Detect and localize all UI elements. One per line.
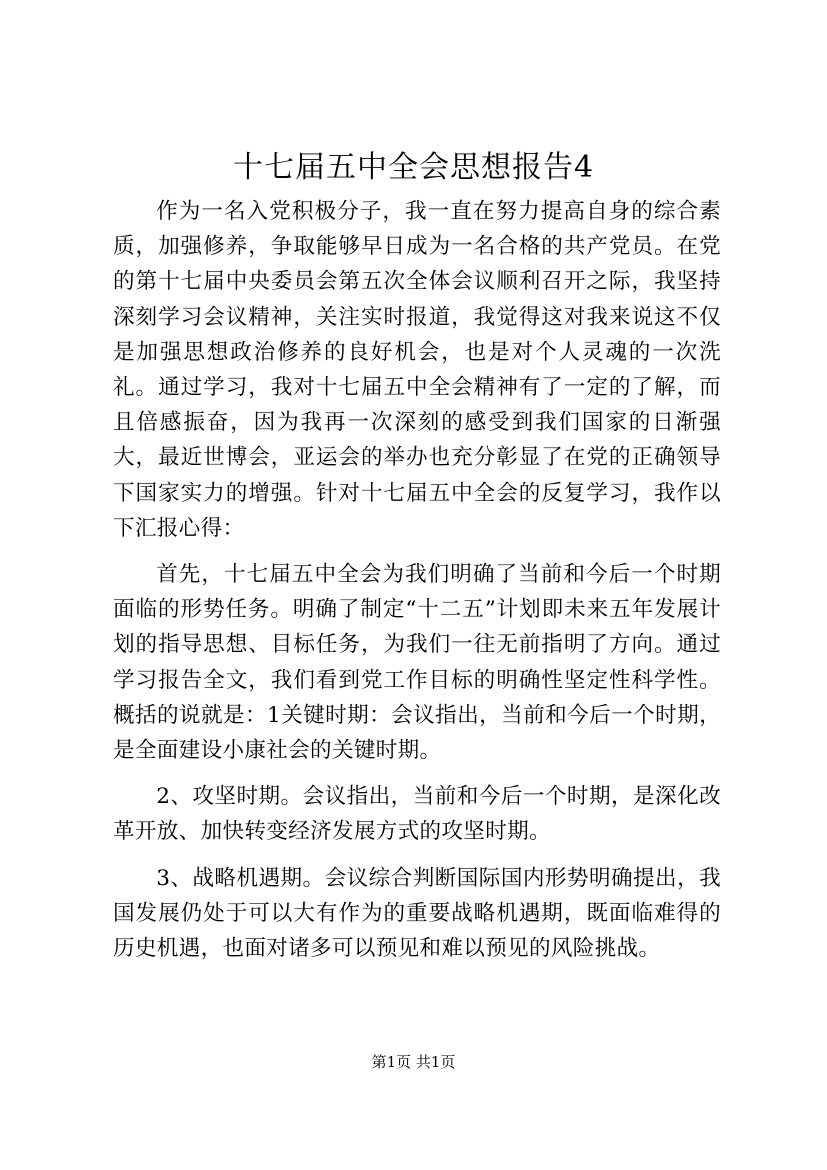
document-body	[113, 194, 721, 977]
paragraph: 3、战略机遇期。会议综合判断国际国内形势明确提出，我国发展仍处于可以大有作为的重要战略机遇期，既面临难得的历史机遇，也面对诸多可以预见和难以预见的风险挑战。	[113, 865, 721, 962]
paragraph: 首先，十七届五中全会为我们明确了当前和今后一个时期面临的形势任务。明确了制定“十二五”计划即未来五年发展计划的指导思想、目标任务，为我们一往无前指明了方向。通过学习报告全文，我们看到党工作目标的明确性坚定性科学性。概括的说就是：1关键时期：会议指出，当前和今后一个时期，是全面建设小康社会的关键时期。	[113, 562, 721, 764]
paragraph: 作为一名入党积极分子，我一直在努力提高自身的综合素质，加强修养，争取能够早日成为一名合格的共产党员。在党的第十七届中央委员会第五次全体会议顺利召开之际，我坚持深刻学习会议精神，关注实时报道，我觉得这对我来说这不仅是加强思想政治修养的良好机会，也是对个人灵魂的一次洗礼。通过学习，我对十七届五中全会精神有了一定的了解，而且倍感振奋，因为我再一次深刻的感受到我们国家的日渐强大，最近世博会，亚运会的举办也充分彰显了在党的正确领导下国家实力的增强。针对十七届五中全会的反复学习，我作以下汇报心得：	[113, 199, 721, 541]
page-footer: 第1页 共1页	[371, 1053, 456, 1071]
paragraph: 2、攻坚时期。会议指出，当前和今后一个时期，是深化改革开放、加快转变经济发展方式的攻坚时期。	[113, 784, 721, 845]
document-title: 十七届五中全会思想报告4	[232, 150, 595, 185]
